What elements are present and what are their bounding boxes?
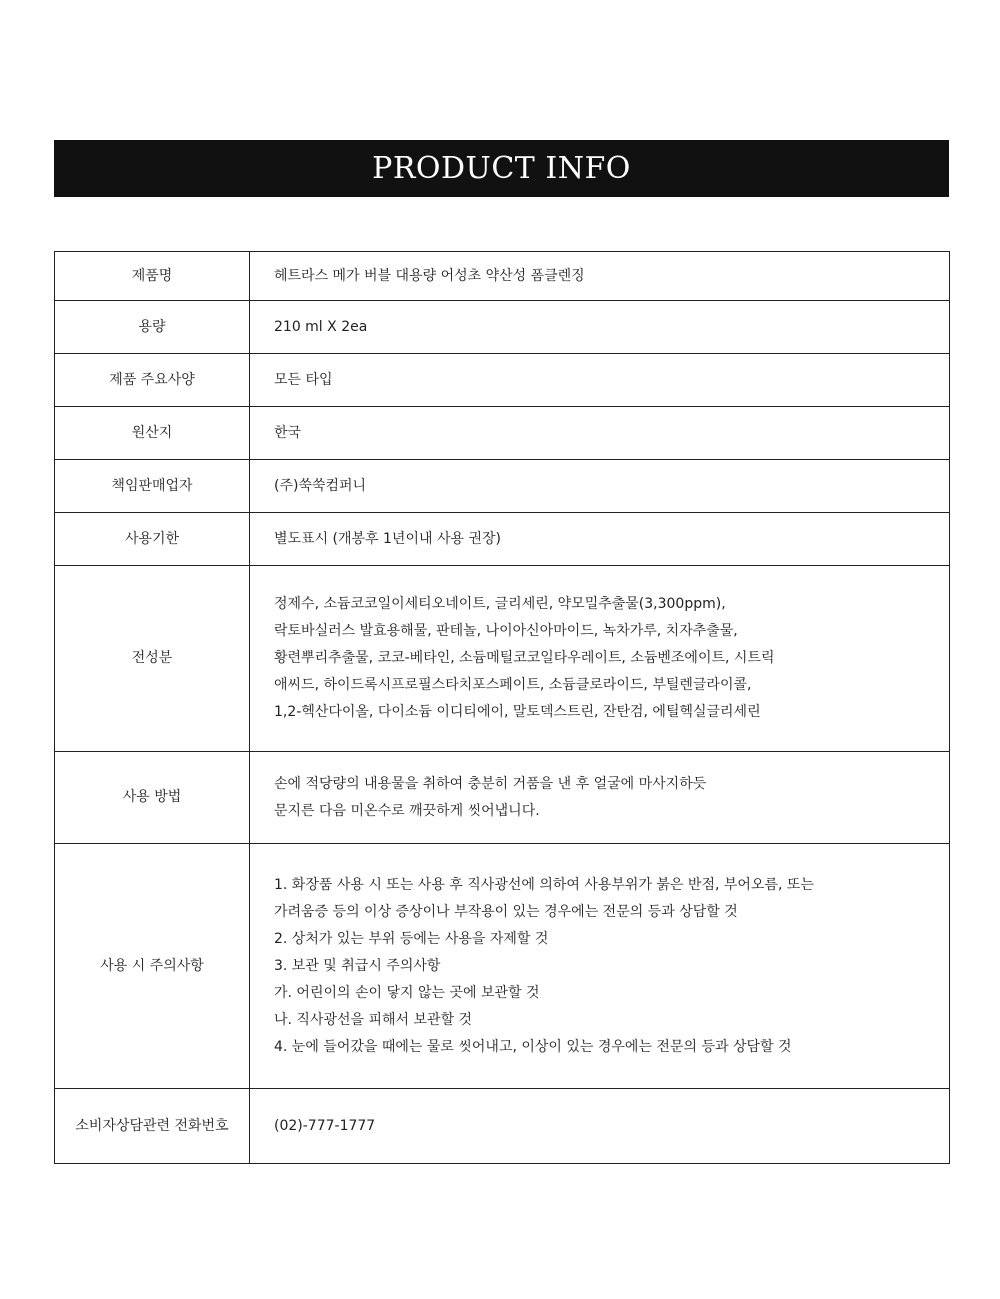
label-seller: 책임판매업자: [55, 460, 250, 513]
value-line: 210 ml X 2ea: [274, 318, 368, 335]
value-ingredients: [250, 566, 950, 752]
label-ingredients: 전성분: [55, 566, 250, 752]
value-line: 헤트라스 메가 버블 대용량 어성초 약산성 폼클렌징: [274, 267, 585, 284]
label-product-name: 제품명: [55, 252, 250, 301]
value-main-spec: [250, 354, 950, 407]
label-origin: 원산지: [55, 407, 250, 460]
value-line: 손에 적당량의 내용물을 취하여 충분히 거품을 낸 후 얼굴에 마사지하듯: [274, 775, 707, 792]
value-product-name: [250, 252, 950, 301]
table-row-main-spec: [55, 354, 950, 407]
product-info-table: [54, 251, 950, 1164]
value-line: 1,2-헥산다이올, 다이소듐 이디티에이, 말토덱스트린, 잔탄검, 에틸헥실글리세린: [274, 704, 761, 720]
value-expiry: [250, 513, 950, 566]
value-origin: [250, 407, 950, 460]
value-cautions: [250, 844, 950, 1089]
label-usage: 사용 방법: [55, 752, 250, 844]
value-line: 1. 화장품 사용 시 또는 사용 후 직사광선에 의하여 사용부위가 붉은 반점, 부어오름, 또는: [274, 876, 814, 893]
value-line: (02)-777-1777: [274, 1117, 376, 1134]
value-line: 애씨드, 하이드록시프로필스타치포스페이트, 소듐클로라이드, 부틸렌글라이콜,: [274, 677, 752, 693]
value-line: 나. 직사광선을 피해서 보관할 것: [274, 1011, 473, 1028]
table-row-product-name: [55, 252, 950, 301]
table-row-cautions: [55, 844, 950, 1089]
value-volume: [250, 301, 950, 354]
value-line: 락토바실러스 발효용해물, 판테놀, 나이아신아마이드, 녹차가루, 치자추출물,: [274, 623, 738, 639]
value-seller: [250, 460, 950, 513]
value-line: 4. 눈에 들어갔을 때에는 물로 씻어내고, 이상이 있는 경우에는 전문의 등과 상담할 것: [274, 1038, 792, 1055]
value-line: (주)쑥쑥컴퍼니: [274, 477, 367, 494]
label-main-spec: 제품 주요사양: [55, 354, 250, 407]
value-line: 모든 타입: [274, 371, 333, 388]
table-row-origin: [55, 407, 950, 460]
table-row-expiry: [55, 513, 950, 566]
value-line: 3. 보관 및 취급시 주의사항: [274, 957, 441, 974]
table-row-ingredients: [55, 566, 950, 752]
table-row-seller: [55, 460, 950, 513]
value-line: 가려움증 등의 이상 증상이나 부작용이 있는 경우에는 전문의 등과 상담할 것: [274, 903, 738, 920]
product-info-banner: [54, 140, 949, 197]
value-phone: [250, 1089, 950, 1164]
table-row-volume: [55, 301, 950, 354]
value-line: 문지른 다음 미온수로 깨끗하게 씻어냅니다.: [274, 802, 540, 819]
value-line: 정제수, 소듐코코일이세티오네이트, 글리세린, 약모밀추출물(3,300ppm),: [274, 596, 726, 612]
table-row-phone: [55, 1089, 950, 1164]
value-line: 한국: [274, 424, 302, 441]
value-usage: [250, 752, 950, 844]
label-volume: 용량: [55, 301, 250, 354]
value-line: 별도표시 (개봉후 1년이내 사용 권장): [274, 530, 501, 547]
banner-title: PRODUCT INFO: [372, 151, 631, 186]
label-expiry: 사용기한: [55, 513, 250, 566]
value-line: 가. 어린이의 손이 닿지 않는 곳에 보관할 것: [274, 984, 540, 1001]
value-line: 황련뿌리추출물, 코코-베타인, 소듐메틸코코일타우레이트, 소듐벤조에이트, 시트릭: [274, 650, 775, 666]
label-cautions: 사용 시 주의사항: [55, 844, 250, 1089]
table-row-usage: [55, 752, 950, 844]
label-phone: 소비자상담관련 전화번호: [55, 1089, 250, 1164]
value-line: 2. 상처가 있는 부위 등에는 사용을 자제할 것: [274, 930, 549, 947]
